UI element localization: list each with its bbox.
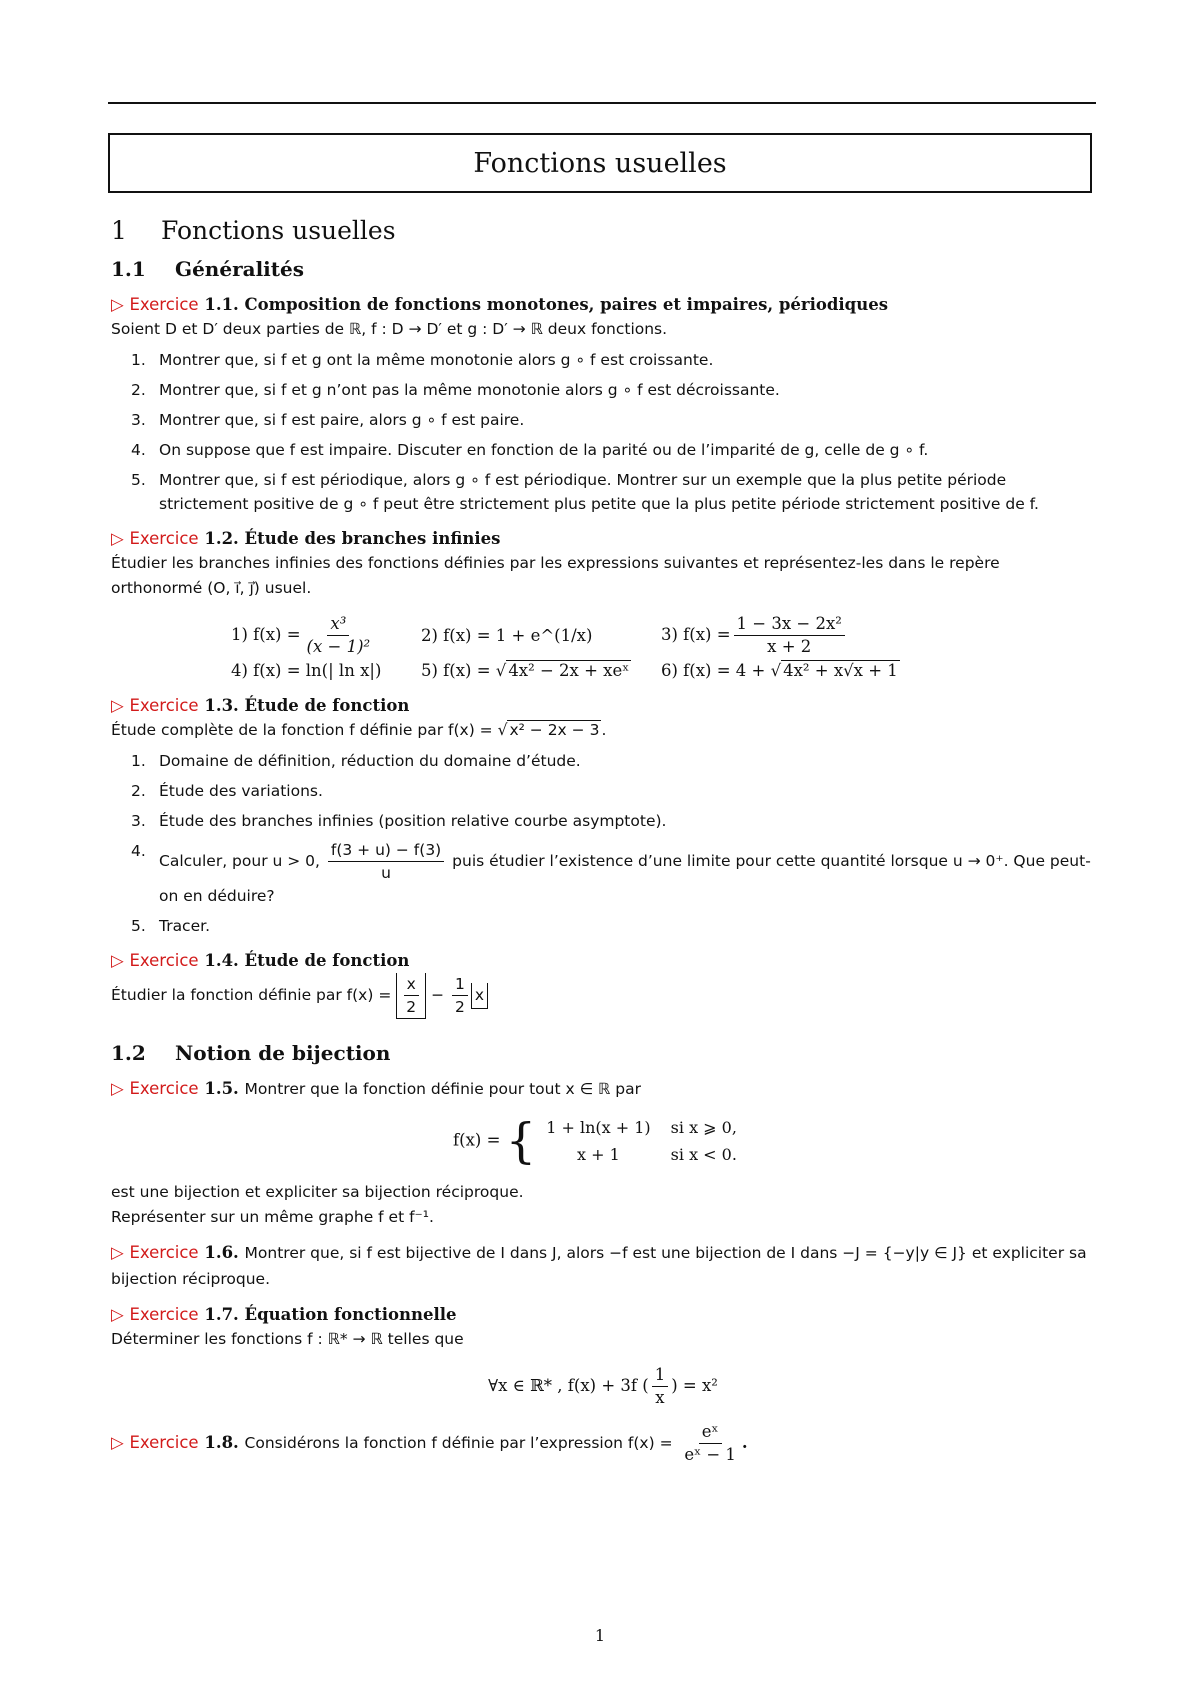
triangle-icon: ▷ — [111, 1433, 124, 1452]
exercise-number: 1.4. — [204, 951, 239, 970]
page-content — [111, 218, 1095, 1466]
functional-equation: ∀x ∈ ℝ* , f(x) + 3f ( $\frac{1}{x}$ ) = x² — [488, 1365, 718, 1407]
exercise-list — [111, 348, 1095, 516]
exercise-title: Composition de fonctions monotones, paires et impaires, périodiques — [244, 295, 888, 314]
exercise-word: Exercice — [129, 1433, 199, 1452]
exercise-text: Montrer que, si f est bijective de I dans J, alors −f est une bijection de I dans −J = {−y|y ∈ J} et expliciter sa bijection réciproque. — [111, 1244, 1087, 1288]
piecewise-equation: f(x) = { 1 + ln(x + 1) si x ⩾ 0, x + 1 si x < 0. — [453, 1113, 737, 1169]
exercise-heading-1-6 — [111, 1240, 1095, 1292]
list-item: 4. On suppose que f est impaire. Discuter en fonction de la parité ou de l’imparité de g, celle de g ∘ f. — [131, 441, 929, 459]
exercise-number: 1.2. — [204, 529, 239, 548]
page-number: 1 — [594, 1626, 606, 1645]
list-item: 2. Étude des variations. — [131, 782, 323, 800]
exercise-heading-1-1 — [111, 292, 1095, 317]
subsection-label: Notion de bijection — [175, 1041, 391, 1065]
exercise-heading-1-7 — [111, 1302, 1095, 1327]
exercise-number: 1.6. — [204, 1243, 239, 1262]
equation-6: 6) f(x) = 4 + √ 4x² + x√x + 1 — [661, 661, 898, 680]
list-item: 4. Calculer, pour u > 0, $\frac{f(3 + u) - f(3)}{u}$ puis étudier l’existence d’une limite pour cette quantité lorsque u → 0⁺. Que peut-on en déduire? — [131, 841, 1091, 905]
subsection-heading-2 — [111, 1041, 1095, 1066]
equation-1: 1) f(x) = $\frac{\text{x³}}{\text{(x − 1)²}}$ — [231, 614, 371, 656]
list-item: 5. Montrer que, si f est périodique, alors g ∘ f est périodique. Montrer sur un exemple que la plus petite période strictement positive de g ∘ f peut être strictement plus petite que la plus petite période strictement positive de f. — [131, 471, 1039, 513]
exercise-title: Étude des branches infinies — [244, 529, 501, 548]
exercise-number: 1.7. — [204, 1305, 239, 1324]
exercise-word: Exercice — [129, 1243, 199, 1262]
list-item: 2. Montrer que, si f et g n’ont pas la même monotonie alors g ∘ f est décroissante. — [131, 381, 780, 399]
subsection-number: 1.1 — [111, 257, 146, 281]
exercise-word: Exercice — [129, 951, 199, 970]
exercise-text: Représenter sur un même graphe f et f⁻¹. — [111, 1208, 434, 1226]
exercise-heading-1-8: ▷ Exercice 1.8. Considérons la fonction f définie par l’expression f(x) = $\frac{\text{eˣ}}{\text{eˣ − 1}}$ . — [111, 1422, 748, 1464]
exercise-intro: Soient D et D′ deux parties de ℝ, f : D → D′ et g : D′ → ℝ deux fonctions. — [111, 320, 668, 338]
exercise-text: Montrer que la fonction définie pour tout x ∈ ℝ par — [244, 1080, 641, 1098]
exercise-heading-1-5 — [111, 1076, 1095, 1102]
exercise-number: 1.8. — [204, 1433, 239, 1452]
subsection-heading-1 — [111, 257, 1095, 282]
exercise-word: Exercice — [129, 696, 199, 715]
triangle-icon: ▷ — [111, 1243, 124, 1262]
equation-3: 3) f(x) = $\frac{\text{1 − 3x − 2x²}}{x + 2}$ — [661, 613, 961, 658]
exercise-word: Exercice — [129, 529, 199, 548]
triangle-icon: ▷ — [111, 696, 124, 715]
exercise-intro: Déterminer les fonctions f : ℝ* → ℝ telles que — [111, 1330, 464, 1348]
exercise-list — [111, 749, 1095, 938]
exercise-intro: Étudier les branches infinies des fonctions définies par les expressions suivantes et représentez-les dans le repère orthonormé (O, i⃗, j⃗) usuel. — [111, 554, 1000, 597]
equation-2: 2) f(x) = 1 + e^(1/x) — [421, 626, 593, 645]
exercise-intro: Étudier la fonction définie par f(x) = $\frac{x}{2}$ − $\frac{1}{2}$ x — [111, 973, 1095, 1019]
list-item: 5. Tracer. — [131, 917, 210, 935]
subsection-number: 1.2 — [111, 1041, 146, 1065]
subsection-label: Généralités — [175, 257, 304, 281]
exercise-heading-1-4 — [111, 948, 1095, 973]
exercise-number: 1.3. — [204, 696, 239, 715]
list-item: 1. Domaine de définition, réduction du domaine d’étude. — [131, 752, 581, 770]
exercise-title: Étude de fonction — [244, 696, 410, 715]
list-item: 3. Montrer que, si f est paire, alors g ∘ f est paire. — [131, 411, 525, 429]
exercise-number: 1.1. — [204, 295, 239, 314]
exercise-word: Exercice — [129, 295, 199, 314]
triangle-icon: ▷ — [111, 1305, 124, 1324]
exercise-intro: Étude complète de la fonction f définie par f(x) = √ x² − 2x − 3 . — [111, 721, 607, 739]
triangle-icon: ▷ — [111, 951, 124, 970]
section-label: Fonctions usuelles — [161, 216, 396, 245]
section-number: 1 — [111, 216, 127, 245]
list-item: 1. Montrer que, si f et g ont la même monotonie alors g ∘ f est croissante. — [131, 351, 714, 369]
exercise-heading-1-3 — [111, 693, 1095, 718]
exercise-word: Exercice — [129, 1305, 199, 1324]
document-title — [108, 133, 1092, 193]
exercise-title: Équation fonctionnelle — [244, 1305, 457, 1324]
title-text: Fonctions usuelles — [473, 147, 727, 179]
exercise-heading-1-2 — [111, 526, 1095, 551]
top-rule — [108, 102, 1096, 104]
equation-4: 4) f(x) = ln(| ln x|) — [231, 661, 382, 680]
exercise-title: Étude de fonction — [244, 951, 410, 970]
list-item: 3. Étude des branches infinies (position relative courbe asymptote). — [131, 812, 667, 830]
equation-grid — [231, 613, 1095, 683]
equation-5: 5) f(x) = √ 4x² − 2x + xeˣ — [421, 661, 630, 680]
section-heading — [111, 218, 1095, 243]
triangle-icon: ▷ — [111, 295, 124, 314]
triangle-icon: ▷ — [111, 529, 124, 548]
exercise-text: est une bijection et expliciter sa bijection réciproque. — [111, 1183, 524, 1201]
exercise-text: Considérons la fonction f définie par l’expression f(x) = — [244, 1434, 673, 1452]
triangle-icon: ▷ — [111, 1079, 124, 1098]
exercise-word: Exercice — [129, 1079, 199, 1098]
exercise-number: 1.5. — [204, 1079, 239, 1098]
